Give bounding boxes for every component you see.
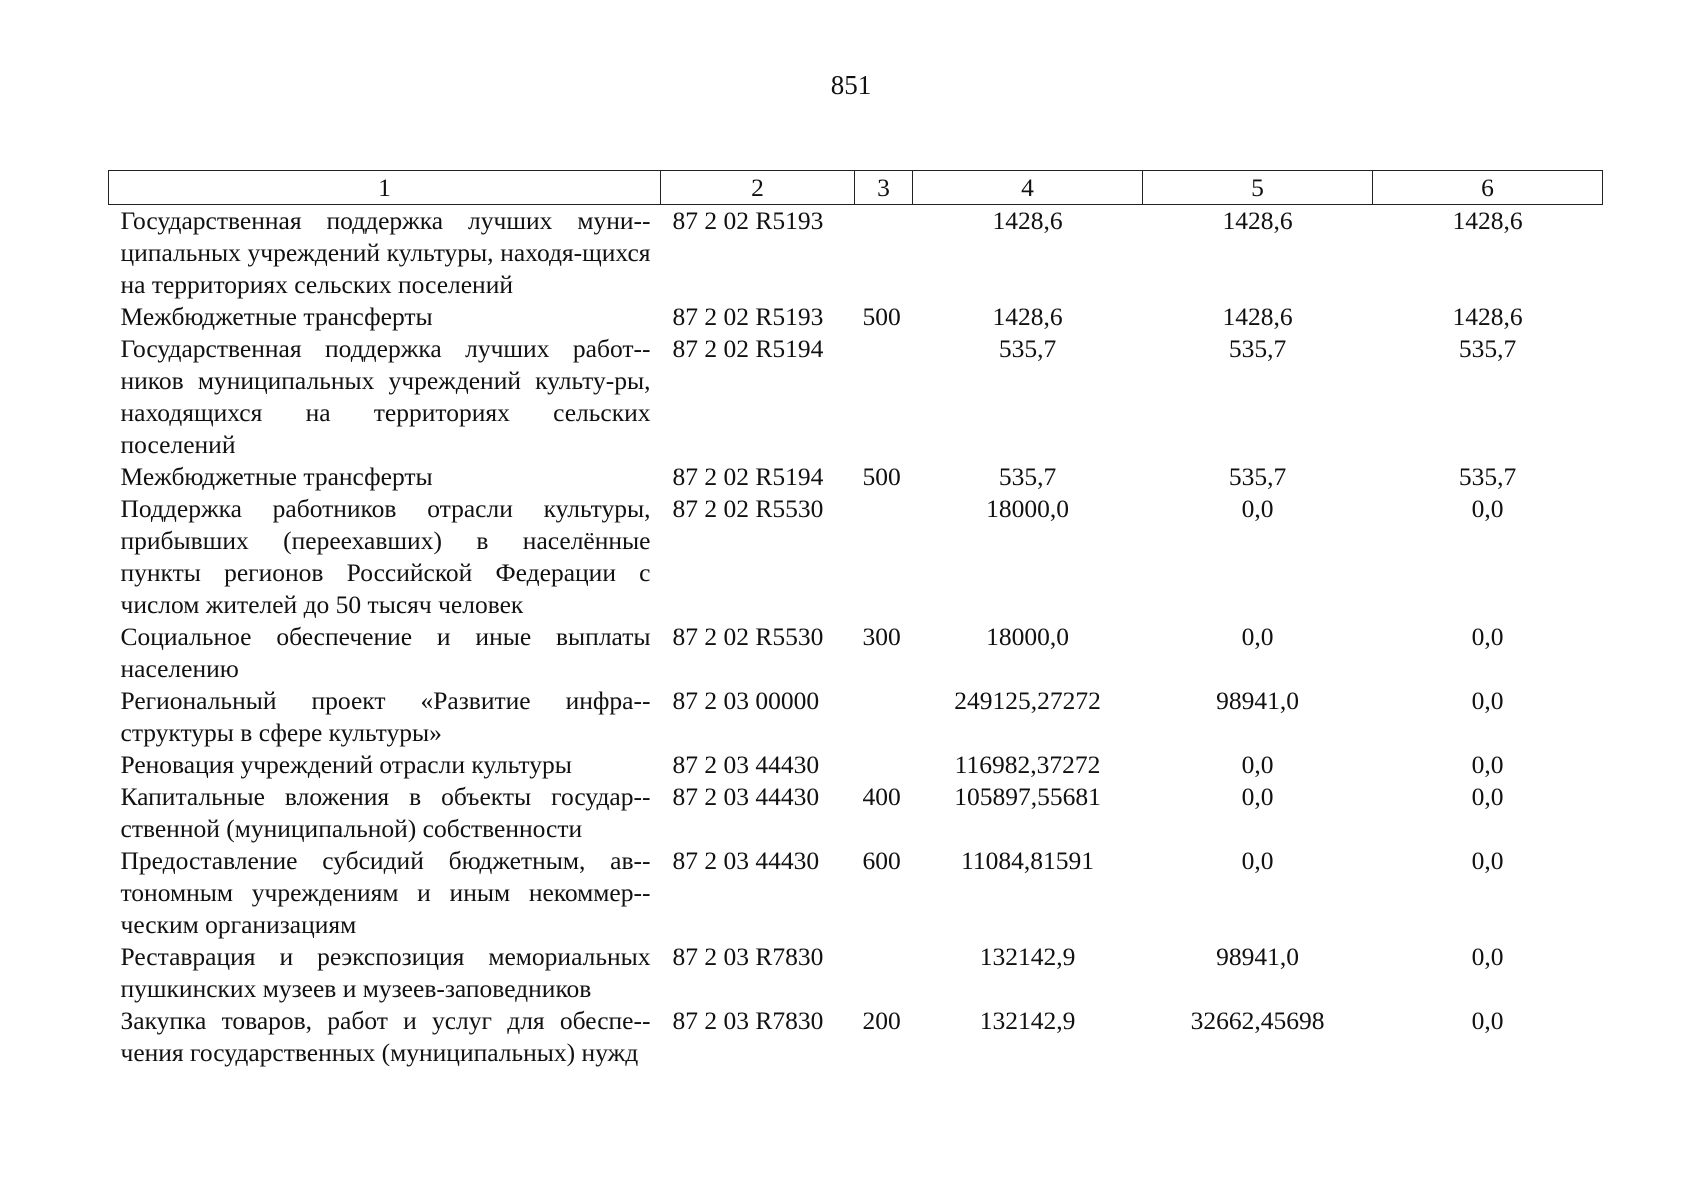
row-value-5: 0,0: [1241, 622, 1274, 651]
table-row: [109, 781, 1603, 845]
row-code: 87 2 03 44430: [672, 750, 820, 779]
table-row: [109, 685, 1603, 749]
table-row: [109, 461, 1603, 493]
page-number: 851: [830, 70, 872, 100]
row-value-4: 132142,9: [979, 942, 1076, 971]
row-value-5: 535,7: [1228, 462, 1287, 491]
table-row: [109, 749, 1603, 781]
row-code: 87 2 03 00000: [672, 686, 820, 715]
table-body: [109, 205, 1603, 1070]
row-expense-type: [855, 493, 913, 621]
row-value-4: 18000,0: [986, 622, 1069, 651]
row-expense-type: [855, 941, 913, 1005]
table-row: [109, 301, 1603, 333]
row-value-4: 1428,6: [992, 206, 1063, 235]
row-value-5: 32662,45698: [1190, 1006, 1325, 1035]
row-value-5: 535,7: [1228, 334, 1287, 363]
row-expense-type: 400: [862, 782, 901, 811]
column-header-2: 2: [661, 171, 855, 205]
row-value-5: 98941,0: [1216, 942, 1299, 971]
row-name: Реставрация и реэкспозиция мемориальных пушкинских музеев и музеев-заповедников: [120, 942, 651, 1003]
row-expense-type: [855, 749, 913, 781]
row-value-6: 0,0: [1471, 686, 1504, 715]
column-header-4: 4: [913, 171, 1143, 205]
row-expense-type: 600: [862, 846, 901, 875]
column-header-3: 3: [855, 171, 913, 205]
row-value-6: 535,7: [1458, 334, 1517, 363]
row-code: 87 2 02 R5530: [672, 622, 824, 651]
row-code: 87 2 03 R7830: [672, 942, 824, 971]
row-value-5: 1428,6: [1222, 206, 1293, 235]
row-name: Социальное обеспечение и иные выплаты населению: [120, 622, 651, 683]
row-value-4: 132142,9: [979, 1006, 1076, 1035]
row-expense-type: 500: [862, 462, 901, 491]
row-value-5: 0,0: [1241, 846, 1274, 875]
row-value-6: 0,0: [1471, 494, 1504, 523]
column-header-5: 5: [1143, 171, 1373, 205]
row-name: Предоставление субсидий бюджетным, ав-тономным учреждениям и иным некоммер-ческим организациям: [120, 846, 651, 939]
row-value-5: 0,0: [1241, 782, 1274, 811]
row-value-4: 535,7: [998, 334, 1057, 363]
row-expense-type: 200: [862, 1006, 901, 1035]
row-name: Межбюджетные трансферты: [120, 462, 433, 491]
row-expense-type: 300: [862, 622, 901, 651]
row-value-6: 535,7: [1458, 462, 1517, 491]
row-code: 87 2 03 44430: [672, 782, 820, 811]
table-row: [109, 205, 1603, 302]
row-name: Межбюджетные трансферты: [120, 302, 433, 331]
row-name: Капитальные вложения в объекты государ-ственной (муниципальной) собственности: [120, 782, 651, 843]
row-name: Поддержка работников отрасли культуры, прибывших (переехавших) в населённые пункты регионов Российской Федерации с числом жителей до 50 тысяч человек: [120, 494, 651, 619]
column-header-1: 1: [109, 171, 661, 205]
table-row: [109, 621, 1603, 685]
table-row: [109, 1005, 1603, 1069]
row-value-6: 1428,6: [1452, 206, 1523, 235]
row-value-5: 1428,6: [1222, 302, 1293, 331]
row-code: 87 2 02 R5193: [672, 206, 824, 235]
table-row: [109, 493, 1603, 621]
row-value-6: 0,0: [1471, 1006, 1504, 1035]
row-value-4: 18000,0: [986, 494, 1069, 523]
table-header-row: [109, 171, 1603, 205]
row-expense-type: [855, 205, 913, 302]
row-value-6: 0,0: [1471, 846, 1504, 875]
row-value-6: 0,0: [1471, 750, 1504, 779]
row-name: Государственная поддержка лучших муни-ципальных учреждений культуры, находя-щихся на территориях сельских поселений: [120, 206, 651, 299]
row-value-5: 0,0: [1241, 750, 1274, 779]
row-value-6: 0,0: [1471, 942, 1504, 971]
row-code: 87 2 03 44430: [672, 846, 820, 875]
row-value-5: 0,0: [1241, 494, 1274, 523]
row-expense-type: 500: [862, 302, 901, 331]
row-name: Региональный проект «Развитие инфра-структуры в сфере культуры»: [120, 686, 651, 747]
row-value-6: 0,0: [1471, 622, 1504, 651]
row-value-4: 11084,81591: [961, 846, 1094, 875]
row-value-4: 535,7: [998, 462, 1057, 491]
table-row: [109, 333, 1603, 461]
row-code: 87 2 02 R5193: [672, 302, 824, 331]
row-value-6: 1428,6: [1452, 302, 1523, 331]
budget-table: [108, 170, 1603, 1069]
row-name: Реновация учреждений отрасли культуры: [120, 750, 572, 779]
row-expense-type: [855, 333, 913, 461]
row-code: 87 2 02 R5194: [672, 334, 824, 363]
row-value-5: 98941,0: [1216, 686, 1299, 715]
row-name: Государственная поддержка лучших работ-ников муниципальных учреждений культу-ры, находящихся на территориях сельских поселений: [120, 334, 651, 459]
row-value-4: 1428,6: [992, 302, 1063, 331]
row-code: 87 2 02 R5194: [672, 462, 824, 491]
row-value-6: 0,0: [1471, 782, 1504, 811]
row-value-4: 105897,55681: [954, 782, 1101, 811]
row-value-4: 116982,37272: [954, 750, 1101, 779]
column-header-6: 6: [1373, 171, 1603, 205]
row-code: 87 2 03 R7830: [672, 1006, 824, 1035]
row-expense-type: [855, 685, 913, 749]
table-row: [109, 845, 1603, 941]
row-name: Закупка товаров, работ и услуг для обеспе-чения государственных (муниципальных) нужд: [120, 1006, 651, 1067]
table-row: [109, 941, 1603, 1005]
row-code: 87 2 02 R5530: [672, 494, 824, 523]
row-value-4: 249125,27272: [954, 686, 1101, 715]
